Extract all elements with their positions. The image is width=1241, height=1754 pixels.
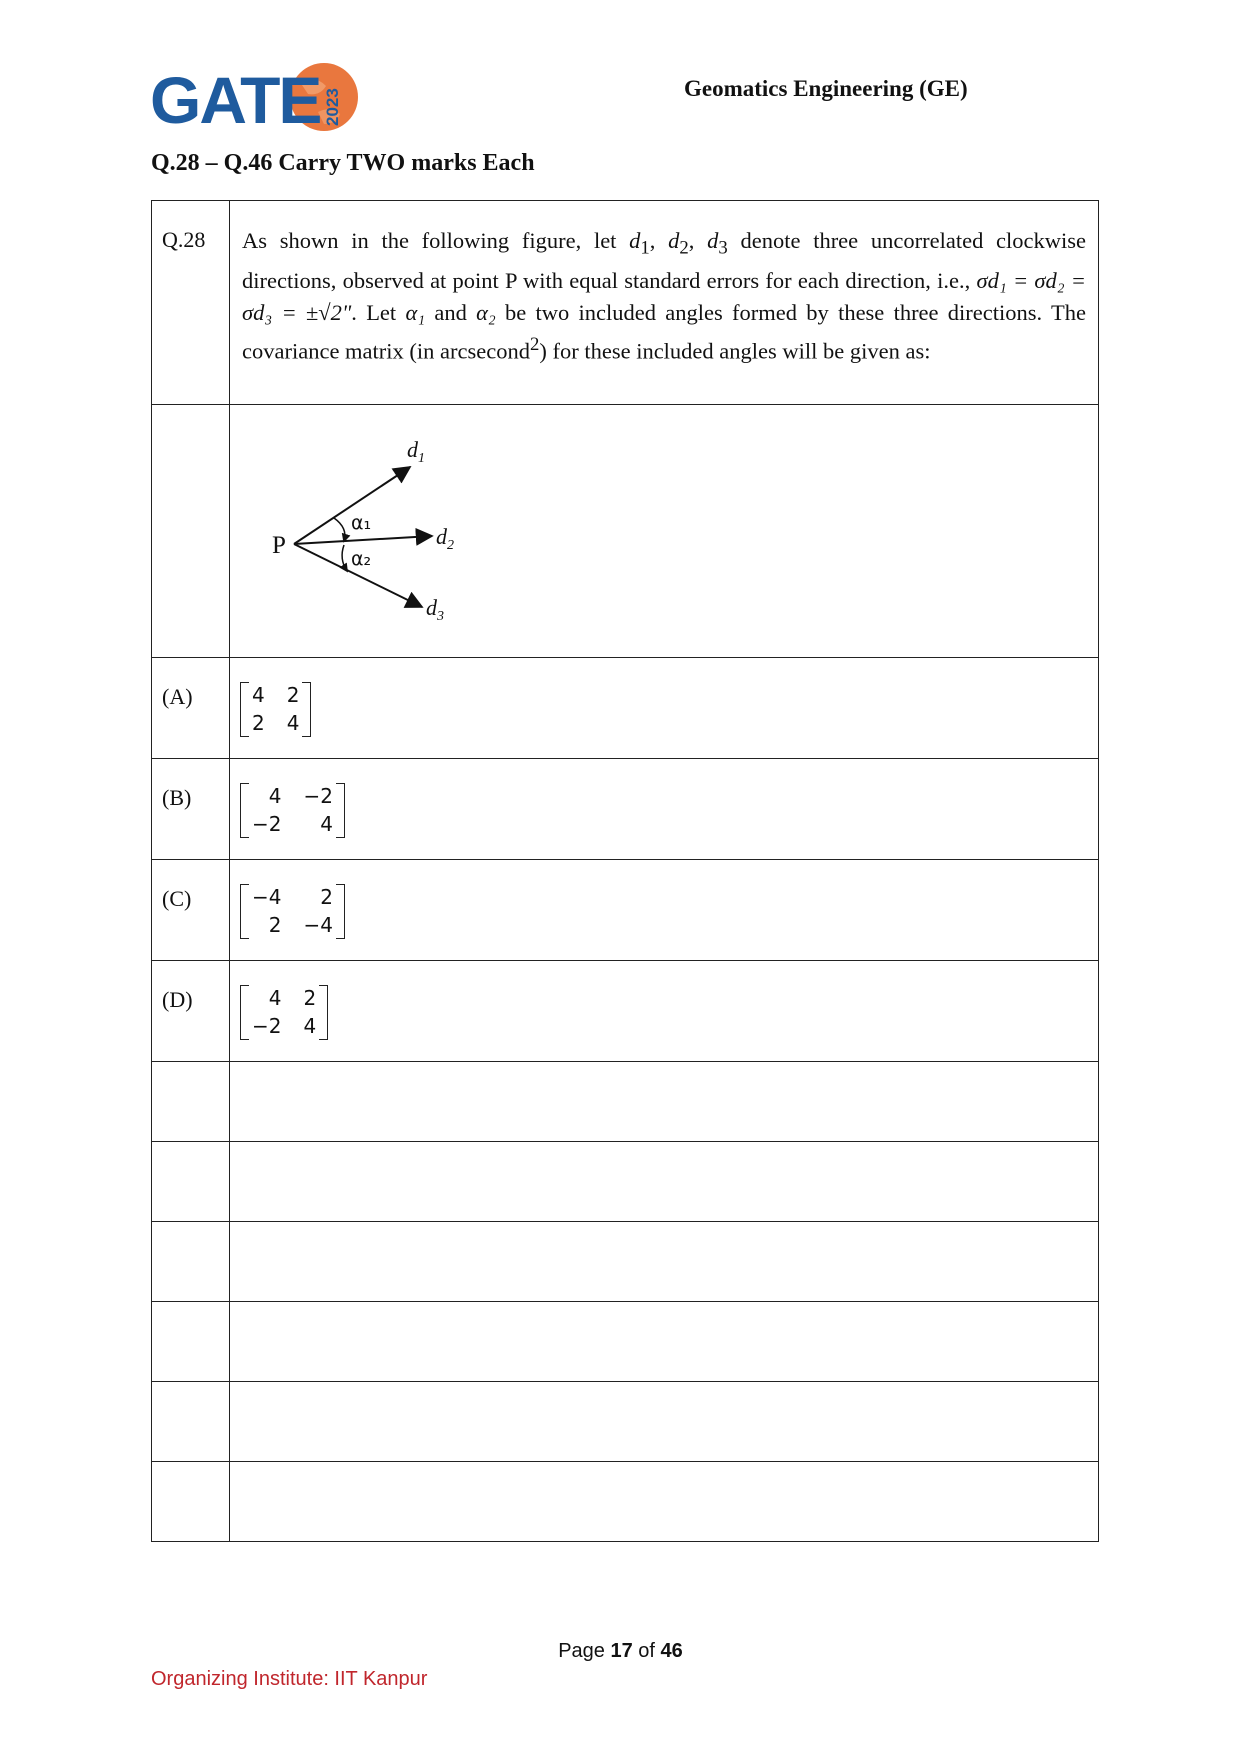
directions-figure: [250, 405, 510, 655]
option-d-matrix: 4 2 −2 4: [240, 985, 328, 1040]
empty-row: [152, 1462, 1099, 1542]
d2-label: $d_2$: [436, 524, 454, 553]
page-number: Page 17 of 46: [558, 1640, 683, 1662]
empty-row: [152, 1382, 1099, 1462]
d3-label: $d_3$: [426, 595, 444, 624]
option-c-matrix: −4 2 2 −4: [240, 884, 345, 939]
option-row-c: [152, 860, 1099, 961]
empty-row: [152, 1142, 1099, 1222]
option-label: (D): [162, 987, 193, 1012]
option-row-d: [152, 961, 1099, 1062]
option-label: (B): [162, 785, 192, 810]
gate-2023-logo: [150, 60, 365, 135]
direction-d2-line: [294, 536, 432, 544]
logo-text: GATE: [150, 63, 321, 135]
option-label: (A): [162, 684, 193, 709]
empty-row: [152, 1302, 1099, 1382]
logo-year: 2023: [323, 88, 342, 126]
subject-title: Geomatics Engineering (GE): [684, 76, 968, 101]
option-b-matrix: 4 −2 −2 4: [240, 783, 345, 838]
organizing-institute: Organizing Institute: IIT Kanpur: [151, 1668, 428, 1690]
point-p-label: P: [272, 532, 286, 559]
empty-row: [152, 1222, 1099, 1302]
figure-row: [152, 405, 1099, 658]
sigma-expression: σd₁ = σd₂ = σd₃ = ±√2": [242, 267, 1086, 325]
question-number: Q.28: [162, 227, 206, 252]
option-row-a: [152, 658, 1099, 759]
alpha1-arc: [334, 518, 345, 541]
question-row: [152, 201, 1099, 405]
d1-label: $d_1$: [407, 437, 425, 466]
option-row-b: [152, 759, 1099, 860]
question-table: [151, 200, 1099, 1542]
question-text: As shown in the following figure, let $d_1$, $d_2$, $d_3$ denote three uncorrelated clockwise directions, observed at point P with equal standard errors for each direction, i.e., σd₁ = σd₂ = σd₃ = ±√2". Let α₁ and α₂ be two included angles formed by these three directions. The covariance matrix (in arcsecond$^2$) for these included angles will be given as:: [242, 228, 1087, 363]
alpha1-label: α₁: [351, 512, 372, 534]
option-a-matrix: 4 2 2 4: [240, 682, 311, 737]
alpha2-label: α₂: [351, 548, 372, 570]
empty-row: [152, 1062, 1099, 1142]
section-title: Q.28 – Q.46 Carry TWO marks Each: [151, 150, 535, 176]
option-label: (C): [162, 886, 192, 911]
